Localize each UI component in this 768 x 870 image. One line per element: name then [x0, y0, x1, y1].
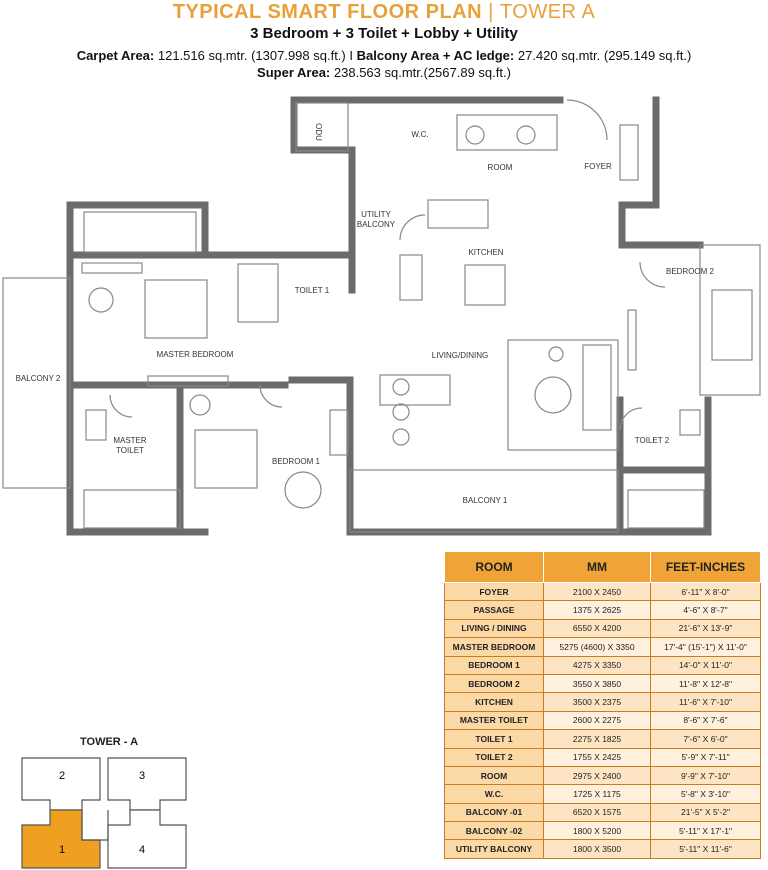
bottom-left-ledge — [84, 490, 180, 528]
room-name-cell: TOILET 1 — [445, 730, 544, 748]
wardrobe-top — [82, 263, 142, 273]
table-row — [445, 674, 761, 692]
living-sofa — [583, 345, 611, 430]
label-toilet-1: TOILET 1 — [294, 286, 330, 295]
label-bedroom-2: BEDROOM 2 — [665, 267, 715, 276]
super-area-label: Super Area: — [257, 65, 331, 80]
toilet-2-ledge — [628, 490, 704, 528]
balcony-area-value: 27.420 sq.mtr. (295.149 sq.ft.) — [517, 48, 692, 63]
header-feet-inches: FEET-INCHES — [651, 552, 761, 583]
label-odu: ODU — [314, 123, 323, 141]
feet-inches-cell: 5'-11" X 17'-1" — [651, 822, 761, 840]
room-name-cell: FOYER — [445, 583, 544, 601]
feet-inches-cell: 14'-0" X 11'-0" — [651, 656, 761, 674]
master-bed — [145, 280, 207, 338]
foyer-console — [620, 125, 638, 180]
mm-cell: 2100 X 2450 — [544, 583, 651, 601]
bedroom-2-bed — [712, 290, 752, 360]
label-master-bedroom: MASTER BEDROOM — [156, 350, 234, 359]
feet-inches-cell: 5'-8" X 3'-10" — [651, 785, 761, 803]
label-foyer: FOYER — [584, 162, 612, 171]
room-name-cell: UTILITY BALCONY — [445, 840, 544, 858]
main-door-swing — [567, 100, 607, 140]
mm-cell: 1800 X 5200 — [544, 822, 651, 840]
table-row — [445, 583, 761, 601]
room-name-cell: ROOM — [445, 766, 544, 784]
feet-inches-cell: 9'-9" X 7'-10" — [651, 766, 761, 784]
table-row — [445, 693, 761, 711]
wardrobe-master — [238, 264, 278, 322]
table-row — [445, 638, 761, 656]
bedroom-2-door-swing — [640, 262, 665, 287]
master-chair — [89, 288, 113, 312]
living-table — [535, 377, 571, 413]
feet-inches-cell: 5'-11" X 11'-6" — [651, 840, 761, 858]
kitchen-door-swing — [400, 215, 425, 240]
feet-inches-cell: 8'-6" X 7'-6" — [651, 711, 761, 729]
table-body — [445, 583, 761, 859]
room-name-cell: MASTER TOILET — [445, 711, 544, 729]
walls — [70, 100, 708, 532]
room-desk — [457, 115, 557, 150]
feet-inches-cell: 21'-5" X 5'-2" — [651, 803, 761, 821]
table-row — [445, 730, 761, 748]
table-header-row — [445, 552, 761, 583]
carpet-area-label: Carpet Area: — [76, 48, 155, 63]
key-plan — [22, 758, 186, 868]
label-balcony-2: BALCONY 2 — [15, 374, 61, 383]
label-bedroom-1: BEDROOM 1 — [271, 457, 321, 466]
label-master-toilet-1: MASTER — [113, 436, 147, 445]
bedroom-1-table — [285, 472, 321, 508]
label-room: ROOM — [487, 163, 513, 172]
key-unit-3-shape — [108, 758, 186, 810]
room-name-cell: KITCHEN — [445, 693, 544, 711]
title-separator: | — [488, 1, 494, 23]
label-kitchen: KITCHEN — [468, 248, 504, 257]
feet-inches-cell: 7'-6" X 6'-0" — [651, 730, 761, 748]
table-row — [445, 711, 761, 729]
balcony-area-label: Balcony Area + AC ledge: — [356, 48, 515, 63]
table-row — [445, 766, 761, 784]
bedroom-1-bed — [195, 430, 257, 488]
mm-cell: 1800 X 3500 — [544, 840, 651, 858]
room-name-cell: BEDROOM 1 — [445, 656, 544, 674]
mm-cell: 3500 X 2375 — [544, 693, 651, 711]
table-row — [445, 656, 761, 674]
mm-cell: 2975 X 2400 — [544, 766, 651, 784]
feet-inches-cell: 11'-6" X 7'-10" — [651, 693, 761, 711]
dining-chair-2 — [393, 404, 409, 420]
title-main: TYPICAL SMART FLOOR PLAN — [172, 1, 483, 23]
key-unit-2: 2 — [58, 770, 66, 782]
room-chair-2 — [517, 126, 535, 144]
dining-chair-3 — [393, 429, 409, 445]
room-chair-1 — [466, 126, 484, 144]
label-toilet-2: TOILET 2 — [634, 436, 670, 445]
room-name-cell: LIVING / DINING — [445, 619, 544, 637]
table-row — [445, 748, 761, 766]
master-toilet-vanity — [86, 410, 106, 440]
mm-cell: 1725 X 1175 — [544, 785, 651, 803]
mm-cell: 1375 X 2625 — [544, 601, 651, 619]
bedroom-2-tv — [628, 310, 636, 370]
area-divider: I — [349, 48, 353, 63]
label-utility-balcony: BALCONY — [356, 220, 396, 229]
table-row — [445, 803, 761, 821]
mm-cell: 2600 X 2275 — [544, 711, 651, 729]
room-name-cell: PASSAGE — [445, 601, 544, 619]
feet-inches-cell: 17'-4" (15'-1") X 11'-0" — [651, 638, 761, 656]
header-mm: MM — [544, 552, 651, 583]
header-room: ROOM — [445, 552, 544, 583]
room-size-table — [444, 551, 761, 859]
room-name-cell: BALCONY -02 — [445, 822, 544, 840]
key-core — [82, 810, 108, 840]
super-area-value: 238.563 sq.mtr.(2567.89 sq.ft.) — [333, 65, 511, 80]
bedroom-1-wardrobe — [330, 410, 348, 455]
key-unit-2-shape — [22, 758, 100, 810]
key-unit-4: 4 — [138, 844, 146, 856]
key-unit-1-shape — [22, 810, 100, 868]
feet-inches-cell: 4'-6" X 8'-7" — [651, 601, 761, 619]
key-unit-3: 3 — [138, 770, 146, 782]
key-plan-title: TOWER - A — [80, 736, 139, 748]
table-row — [445, 619, 761, 637]
label-master-toilet-2: TOILET — [116, 446, 144, 455]
configuration-subtitle: 3 Bedroom + 3 Toilet + Lobby + Utility — [250, 25, 518, 42]
label-living-dining: LIVING/DINING — [431, 351, 489, 360]
key-unit-1: 1 — [58, 844, 66, 856]
carpet-area-value: 121.516 sq.mtr. (1307.998 sq.ft.) — [157, 48, 346, 63]
room-name-cell: BEDROOM 2 — [445, 674, 544, 692]
feet-inches-cell: 5'-9" X 7'-11" — [651, 748, 761, 766]
fridge — [400, 255, 422, 300]
mm-cell: 3550 X 3850 — [544, 674, 651, 692]
title-tower: TOWER A — [499, 1, 596, 23]
key-unit-4-shape — [108, 810, 186, 868]
table-row — [445, 822, 761, 840]
table-row — [445, 601, 761, 619]
mm-cell: 6550 X 4200 — [544, 619, 651, 637]
dining-chair-1 — [393, 379, 409, 395]
table-row — [445, 785, 761, 803]
lamp — [549, 347, 563, 361]
top-left-balcony — [84, 212, 196, 252]
room-name-cell: BALCONY -01 — [445, 803, 544, 821]
feet-inches-cell: 11'-8" X 12'-8" — [651, 674, 761, 692]
master-toilet-door-swing — [110, 395, 132, 417]
dining-table — [380, 375, 450, 405]
toilet-2-vanity — [680, 410, 700, 435]
bedroom-1-chair — [190, 395, 210, 415]
feet-inches-cell: 6'-11" X 8'-0" — [651, 583, 761, 601]
mm-cell: 4275 X 3350 — [544, 656, 651, 674]
label-balcony-1: BALCONY 1 — [462, 496, 508, 505]
mm-cell: 6520 X 1575 — [544, 803, 651, 821]
mm-cell: 2275 X 1825 — [544, 730, 651, 748]
room-name-cell: MASTER BEDROOM — [445, 638, 544, 656]
label-wc: W.C. — [411, 130, 429, 139]
feet-inches-cell: 21'-6" X 13'-9" — [651, 619, 761, 637]
balcony-2-rail — [3, 278, 70, 488]
label-utility: UTILITY — [361, 210, 391, 219]
table-row — [445, 840, 761, 858]
kitchen-counter — [428, 200, 488, 228]
mm-cell: 5275 (4600) X 3350 — [544, 638, 651, 656]
room-name-cell: TOILET 2 — [445, 748, 544, 766]
room-name-cell: W.C. — [445, 785, 544, 803]
mm-cell: 1755 X 2425 — [544, 748, 651, 766]
hob — [465, 265, 505, 305]
